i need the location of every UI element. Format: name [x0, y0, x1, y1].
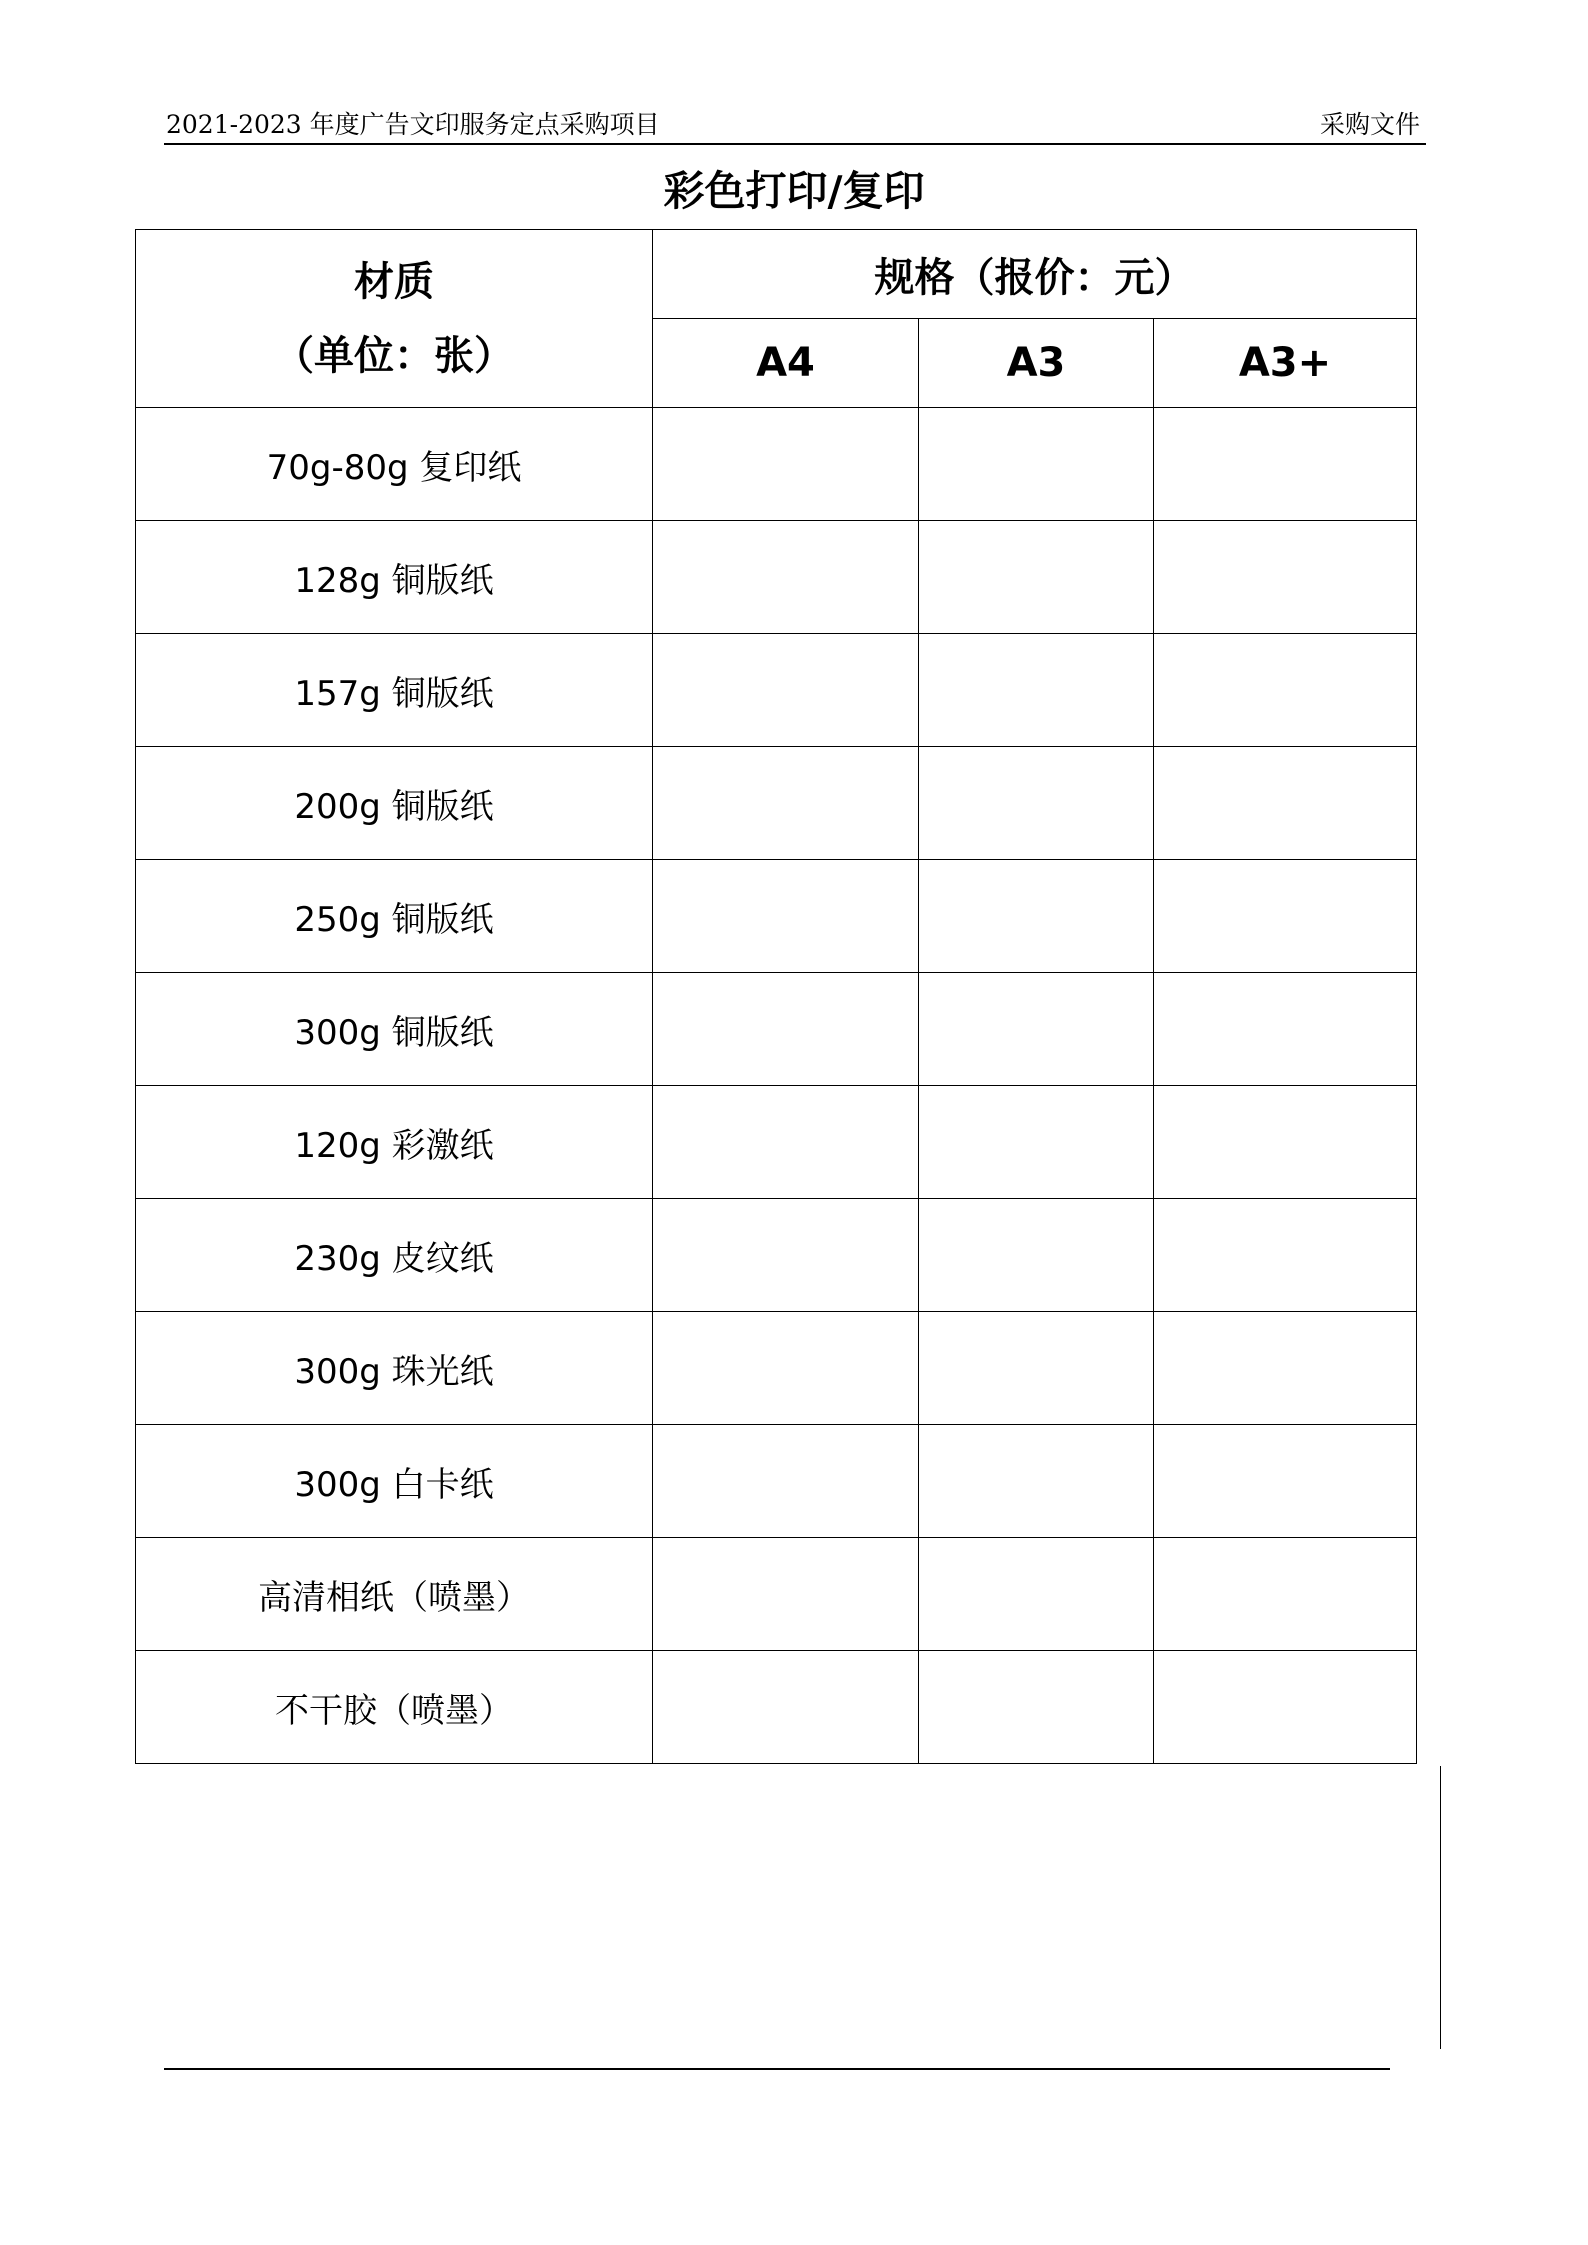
- table-row: [136, 747, 1417, 860]
- price-cell-a3-plus[interactable]: [1154, 1425, 1417, 1538]
- price-cell-a4[interactable]: [653, 408, 919, 521]
- table-row: [136, 521, 1417, 634]
- price-cell-a4[interactable]: [653, 860, 919, 973]
- price-cell-a4[interactable]: [653, 747, 919, 860]
- price-cell-a4[interactable]: [653, 1425, 919, 1538]
- material-cell: 高清相纸（喷墨）: [136, 1538, 653, 1651]
- table-row: [136, 1312, 1417, 1425]
- price-cell-a3-plus[interactable]: [1154, 1651, 1417, 1764]
- price-cell-a4[interactable]: [653, 634, 919, 747]
- price-cell-a4[interactable]: [653, 1086, 919, 1199]
- material-cell: 300g 珠光纸: [136, 1312, 653, 1425]
- size-header-a3-plus: A3+: [1154, 319, 1417, 408]
- material-cell: 不干胶（喷墨）: [136, 1651, 653, 1764]
- price-cell-a3[interactable]: [919, 1425, 1154, 1538]
- price-cell-a3[interactable]: [919, 1538, 1154, 1651]
- price-cell-a4[interactable]: [653, 1651, 919, 1764]
- price-cell-a3-plus[interactable]: [1154, 1086, 1417, 1199]
- price-cell-a3-plus[interactable]: [1154, 408, 1417, 521]
- material-header-label: 材质: [354, 258, 434, 305]
- material-cell: 300g 白卡纸: [136, 1425, 653, 1538]
- price-cell-a3[interactable]: [919, 408, 1154, 521]
- price-cell-a3-plus[interactable]: [1154, 1312, 1417, 1425]
- table-row: [136, 1425, 1417, 1538]
- material-cell: 157g 铜版纸: [136, 634, 653, 747]
- price-cell-a4[interactable]: [653, 1538, 919, 1651]
- price-cell-a4[interactable]: [653, 1199, 919, 1312]
- price-cell-a3-plus[interactable]: [1154, 973, 1417, 1086]
- material-cell: 300g 铜版纸: [136, 973, 653, 1086]
- spec-column-header: 规格（报价：元）: [653, 230, 1417, 319]
- table-row: [136, 1086, 1417, 1199]
- price-cell-a3[interactable]: [919, 1199, 1154, 1312]
- table-row: [136, 634, 1417, 747]
- table-row: [136, 408, 1417, 521]
- price-cell-a3-plus[interactable]: [1154, 1538, 1417, 1651]
- header-document-type: 采购文件: [1319, 110, 1420, 139]
- header-divider: [164, 143, 1426, 145]
- price-cell-a3-plus[interactable]: [1154, 634, 1417, 747]
- price-cell-a3[interactable]: [919, 1086, 1154, 1199]
- price-cell-a4[interactable]: [653, 1312, 919, 1425]
- price-table: [135, 229, 1417, 1764]
- material-header-unit: （单位：张）: [274, 332, 514, 379]
- material-cell: 200g 铜版纸: [136, 747, 653, 860]
- material-cell: 230g 皮纹纸: [136, 1199, 653, 1312]
- size-header-a3: A3: [919, 319, 1154, 408]
- price-cell-a3[interactable]: [919, 747, 1154, 860]
- margin-vertical-line: [1440, 1766, 1441, 2049]
- price-cell-a3[interactable]: [919, 1651, 1154, 1764]
- footer-divider: [164, 2068, 1390, 2070]
- price-cell-a3-plus[interactable]: [1154, 860, 1417, 973]
- material-cell: 120g 彩激纸: [136, 1086, 653, 1199]
- price-cell-a3[interactable]: [919, 973, 1154, 1086]
- material-cell: 128g 铜版纸: [136, 521, 653, 634]
- header-project-title: 2021-2023 年度广告文印服务定点采购项目: [166, 110, 660, 139]
- price-cell-a4[interactable]: [653, 521, 919, 634]
- size-header-a4: A4: [653, 319, 919, 408]
- price-cell-a3[interactable]: [919, 860, 1154, 973]
- table-row: [136, 860, 1417, 973]
- table-header-row: [136, 230, 1417, 319]
- price-cell-a3[interactable]: [919, 634, 1154, 747]
- table-row: [136, 973, 1417, 1086]
- page-title: 彩色打印/复印: [663, 167, 925, 215]
- price-cell-a3[interactable]: [919, 1312, 1154, 1425]
- table-row: [136, 1199, 1417, 1312]
- material-column-header: [136, 230, 653, 408]
- material-cell: 250g 铜版纸: [136, 860, 653, 973]
- table-row: [136, 1651, 1417, 1764]
- price-cell-a3-plus[interactable]: [1154, 521, 1417, 634]
- material-cell: 70g-80g 复印纸: [136, 408, 653, 521]
- price-cell-a3-plus[interactable]: [1154, 1199, 1417, 1312]
- price-cell-a3-plus[interactable]: [1154, 747, 1417, 860]
- price-cell-a3[interactable]: [919, 521, 1154, 634]
- price-cell-a4[interactable]: [653, 973, 919, 1086]
- table-row: [136, 1538, 1417, 1651]
